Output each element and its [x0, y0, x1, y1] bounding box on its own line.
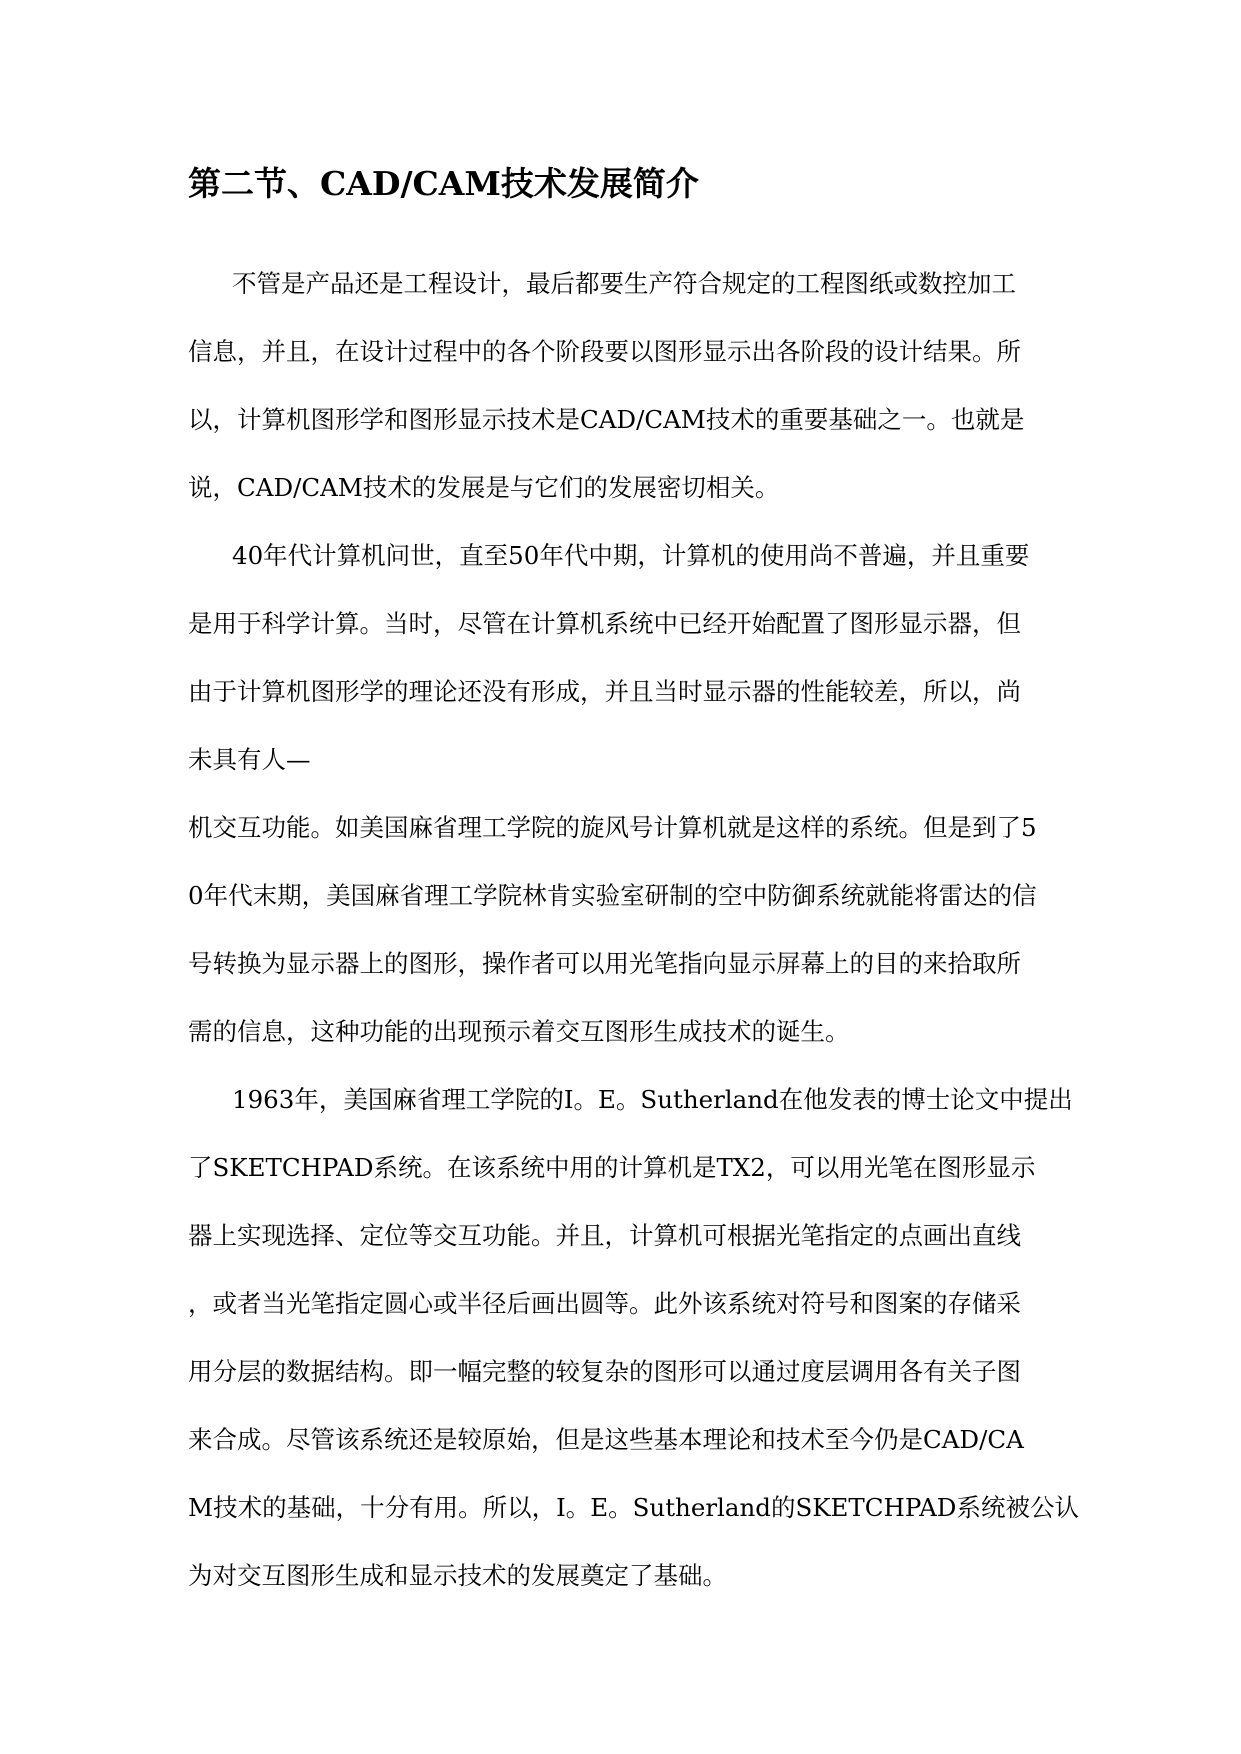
text-line: 信息，并且，在设计过程中的各个阶段要以图形显示出各阶段的设计结果。所	[188, 337, 1021, 366]
text-line: 为对交互图形生成和显示技术的发展奠定了基础。	[188, 1561, 727, 1590]
text-line: 说，CAD/CAM技术的发展是与它们的发展密切相关。	[188, 473, 780, 502]
section-title: 第二节、CAD/CAM技术发展简介	[188, 164, 699, 203]
text-line: M技术的基础，十分有用。所以，I。E。Sutherland的SKETCHPAD系统被公认	[188, 1493, 1079, 1522]
text-line: 了SKETCHPAD系统。在该系统中用的计算机是TX2，可以用光笔在图形显示	[188, 1153, 1036, 1182]
text-line: 1963年，美国麻省理工学院的I。E。Sutherland在他发表的博士论文中提出	[232, 1085, 1073, 1114]
text-line: 0年代末期，美国麻省理工学院林肯实验室研制的空中防御系统就能将雷达的信	[188, 881, 1037, 910]
text-line: 未具有人—	[188, 745, 311, 774]
text-line: 以，计算机图形学和图形显示技术是CAD/CAM技术的重要基础之一。也就是	[188, 405, 1025, 434]
text-line: 需的信息，这种功能的出现预示着交互图形生成技术的诞生。	[188, 1017, 850, 1046]
text-line: 40年代计算机问世，直至50年代中期，计算机的使用尚不普遍，并且重要	[232, 541, 1030, 570]
text-line: 是用于科学计算。当时，尽管在计算机系统中已经开始配置了图形显示器，但	[188, 609, 1021, 638]
text-line: ，或者当光笔指定圆心或半径后画出圆等。此外该系统对符号和图案的存储采	[188, 1289, 1021, 1318]
text-line: 号转换为显示器上的图形，操作者可以用光笔指向显示屏幕上的目的来拾取所	[188, 949, 1021, 978]
text-line: 机交互功能。如美国麻省理工学院的旋风号计算机就是这样的系统。但是到了5	[188, 813, 1037, 842]
text-line: 器上实现选择、定位等交互功能。并且，计算机可根据光笔指定的点画出直线	[188, 1221, 1021, 1250]
body-text	[188, 250, 1078, 1610]
text-line: 不管是产品还是工程设计，最后都要生产符合规定的工程图纸或数控加工	[232, 269, 1016, 298]
text-line: 来合成。尽管该系统还是较原始，但是这些基本理论和技术至今仍是CAD/CA	[188, 1425, 1024, 1454]
text-line: 用分层的数据结构。即一幅完整的较复杂的图形可以通过度层调用各有关子图	[188, 1357, 1021, 1386]
text-line: 由于计算机图形学的理论还没有形成，并且当时显示器的性能较差，所以，尚	[188, 677, 1021, 706]
